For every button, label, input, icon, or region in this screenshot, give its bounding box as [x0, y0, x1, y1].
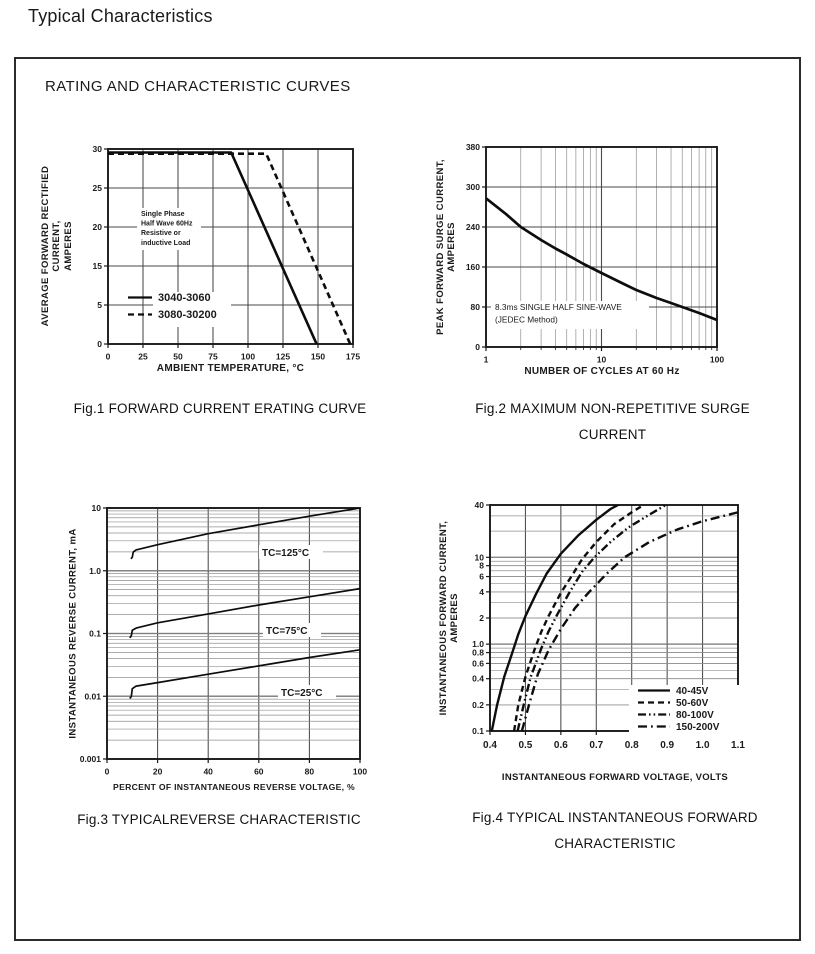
fig1-x-tick-label: 100	[240, 351, 256, 362]
fig2-y-tick-label: 380	[465, 142, 480, 152]
fig2-y-tick-label: 80	[470, 302, 480, 312]
fig4-legend-label: 50-60V	[676, 698, 709, 709]
fig3-y-tick-label: 0.1	[89, 628, 101, 639]
fig3-x-tick-label: 0	[104, 766, 110, 777]
fig2-x-tick-label: 100	[709, 354, 725, 365]
fig1-x-tick-label: 25	[138, 351, 148, 362]
fig4-y-tick-label: 0.1	[472, 726, 484, 736]
fig3-curve-TC125	[131, 508, 360, 559]
fig1-annotation-line: Single Phase	[141, 211, 185, 218]
fig3-curve-label: TC=125°C	[262, 548, 310, 559]
fig4-x-tick-label: 1.0	[695, 740, 710, 751]
fig4-y-tick-label: 0.2	[472, 699, 484, 710]
fig3-y-tick-label: 0.01	[84, 691, 101, 702]
fig4-caption-line1: Fig.4 TYPICAL INSTANTANEOUS FORWARD	[472, 810, 758, 825]
fig1-chart-canvas	[76, 138, 396, 368]
fig4-legend-label: 150-200V	[676, 722, 720, 733]
fig1-x-tick-label: 125	[275, 351, 291, 362]
fig2-tick-labels	[466, 142, 725, 365]
fig2-caption-line2: CURRENT	[578, 427, 647, 442]
fig1-legend-label: 3040-3060	[158, 292, 211, 304]
fig1-y-axis-title-line1: AVERAGE FORWARD RECTIFIED CURRENT,	[39, 165, 63, 327]
fig4-y-tick-label: 4	[479, 586, 484, 597]
fig3-y-tick-label: 0.001	[79, 754, 101, 764]
fig4-x-tick-label: 0.6	[553, 740, 568, 751]
fig4-x-tick-label: 1.1	[731, 740, 745, 751]
fig1-y-axis-title	[39, 141, 74, 351]
fig2-annotation-line: (JEDEC Method)	[495, 314, 558, 325]
fig4-x-tick-label: 0.7	[589, 740, 604, 751]
fig4-caption-line2: CHARACTERISTIC	[554, 836, 676, 851]
fig3-x-tick-label: 20	[152, 766, 163, 777]
fig1-y-tick-label: 0	[97, 339, 102, 349]
fig3-y-axis-title-line1: INSTANTANEOUS REVERSE CURRENT, mA	[67, 528, 79, 739]
fig3-y-tick-label: 1.0	[89, 565, 101, 576]
fig4-x-axis-title: INSTANTANEOUS FORWARD VOLTAGE, VOLTS	[501, 772, 729, 783]
fig1-x-axis-title: AMBIENT TEMPERATURE, °C	[156, 363, 305, 374]
fig1-x-tick-label: 50	[173, 351, 183, 362]
fig3-x-axis-title: PERCENT OF INSTANTANEOUS REVERSE VOLTAGE, %	[113, 782, 355, 792]
fig2-caption	[440, 396, 785, 448]
fig4-caption	[450, 805, 780, 857]
fig1-x-tick-label: 150	[310, 351, 326, 362]
fig2-y-tick-label: 0	[475, 342, 480, 352]
fig1-y-tick-label: 30	[92, 144, 102, 154]
fig3-curve-label: TC=25°C	[281, 688, 323, 699]
fig4-y-tick-label: 40	[474, 500, 484, 510]
fig4-legend-label: 40-45V	[676, 686, 709, 697]
fig1-tick-labels	[93, 144, 361, 362]
fig1-x-tick-label: 0	[105, 351, 111, 362]
fig1-x-tick-label: 175	[345, 351, 361, 362]
fig3-x-tick-label: 60	[254, 766, 264, 777]
fig4-y-tick-label: 1.0	[472, 639, 484, 650]
fig1-annotation-line: Half Wave 60Hz	[141, 220, 193, 228]
fig4-y-tick-label: 0.6	[472, 658, 484, 669]
fig4-y-tick-label: 10	[474, 552, 484, 563]
fig1-y-tick-label: 20	[92, 222, 102, 232]
fig4-y-tick-label: 2	[479, 613, 484, 623]
fig3-y-axis-title	[67, 508, 80, 760]
fig3-x-tick-label: 100	[352, 766, 368, 777]
fig2-caption-line1: Fig.2 MAXIMUM NON-REPETITIVE SURGE	[475, 401, 750, 416]
fig2-y-axis-title	[434, 142, 458, 352]
fig4-y-tick-label: 0.4	[472, 673, 484, 684]
fig2-annotation-line: 8.3ms SINGLE HALF SINE-WAVE	[495, 302, 622, 312]
fig4-x-tick-label: 0.9	[660, 740, 675, 751]
fig1-annotation-line: inductive Load	[141, 239, 191, 247]
section-heading: RATING AND CHARACTERISTIC CURVES	[45, 78, 351, 95]
fig1-y-tick-label: 5	[97, 300, 102, 310]
fig2-y-tick-label: 160	[465, 262, 480, 272]
fig4-x-tick-label: 0.8	[624, 740, 639, 751]
fig3-y-tick-label: 10	[91, 503, 101, 513]
fig4-curve-40-45V	[492, 501, 625, 731]
fig2-x-tick-label: 10	[596, 354, 607, 365]
fig2-y-axis-title-line1: PEAK FORWARD SURGE CURRENT,	[434, 159, 446, 335]
fig2-y-axis-title-line2: AMPERES	[446, 222, 457, 272]
fig1-annotation-line: Resistive or	[141, 230, 181, 238]
fig4-y-tick-label: 6	[479, 571, 484, 582]
fig2-x-axis-title: NUMBER OF CYCLES AT 60 Hz	[524, 366, 680, 377]
fig4-x-tick-label: 0.5	[518, 740, 533, 751]
fig4-y-axis-title	[437, 503, 461, 733]
fig1-y-tick-label: 15	[92, 261, 102, 271]
fig2-y-tick-label: 300	[465, 182, 480, 192]
fig1-legend-label: 3080-30200	[158, 309, 217, 321]
fig3-x-tick-label: 80	[304, 766, 315, 777]
fig1-caption	[25, 396, 415, 422]
fig2-x-tick-label: 1	[483, 354, 489, 365]
fig3-curve-label: TC=75°C	[266, 626, 308, 637]
fig3-caption-line1: Fig.3 TYPICALREVERSE CHARACTERISTIC	[77, 812, 361, 827]
fig1-y-tick-label: 25	[92, 183, 102, 193]
fig1-y-axis-title-line2: AMPERES	[62, 221, 74, 271]
fig1-caption-line1: Fig.1 FORWARD CURRENT ERATING CURVE	[73, 401, 367, 416]
fig3-chart-canvas	[66, 496, 388, 788]
fig4-legend-label: 80-100V	[676, 710, 714, 721]
fig3-caption	[38, 807, 400, 833]
fig4-y-axis-title-line2: AMPERES	[449, 593, 460, 643]
fig4-y-tick-label: 0.8	[472, 647, 484, 658]
fig4-chart-canvas	[455, 496, 790, 778]
page-title: Typical Characteristics	[28, 6, 213, 26]
fig2-chart-canvas	[440, 138, 800, 370]
fig4-y-axis-title-line1: INSTANTANEOUS FORWARD CURRENT,	[437, 520, 449, 716]
fig4-x-tick-label: 0.4	[483, 740, 497, 751]
fig3-x-tick-label: 40	[203, 766, 213, 777]
fig2-y-tick-label: 240	[465, 222, 480, 232]
fig1-x-tick-label: 75	[208, 351, 218, 362]
fig4-y-tick-label: 8	[479, 560, 484, 571]
